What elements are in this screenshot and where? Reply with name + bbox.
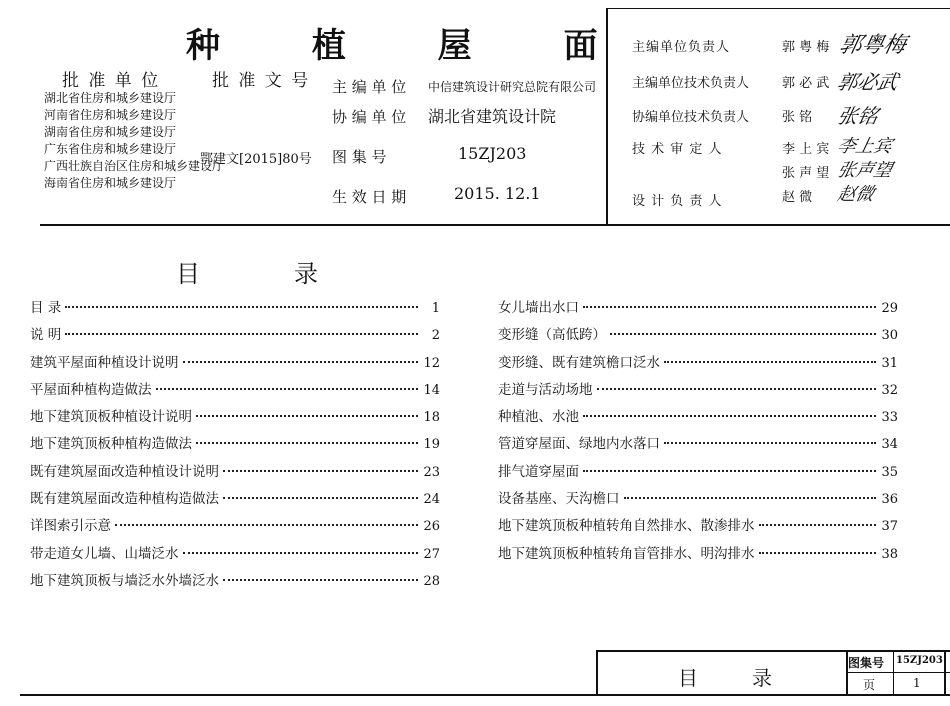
- page-frame-bottom: [20, 694, 950, 696]
- toc-item-page: 14: [423, 382, 440, 398]
- approval-unit: 广西壮族自治区住房和城乡建设厅: [44, 159, 225, 173]
- toc-item[interactable]: [30, 323, 440, 350]
- toc-item[interactable]: [498, 460, 898, 487]
- toc-item-title: 地下建筑顶板与墙泛水外墙泛水: [30, 572, 219, 589]
- toc-item-page: 18: [423, 410, 440, 426]
- responsible-role: 技 术 审 定 人: [632, 142, 723, 157]
- toc-item-page: 26: [423, 519, 440, 535]
- toc-title-left: 目: [176, 260, 200, 288]
- toc-item-page: 2: [431, 328, 440, 344]
- toc-item-title: 目 录: [30, 300, 62, 316]
- toc-item[interactable]: [498, 405, 898, 432]
- signature: 郭粤梅: [836, 33, 909, 58]
- toc-item[interactable]: [498, 487, 898, 514]
- effective-date-value: 2015. 12.1: [454, 184, 541, 203]
- toc-item-title: 设备基座、天沟檐口: [498, 491, 620, 508]
- toc-item[interactable]: [498, 514, 898, 541]
- title-block-name-right: 录: [752, 666, 772, 690]
- toc-item-page: 35: [881, 464, 898, 480]
- toc-item-page: 34: [881, 437, 898, 453]
- approval-unit: 湖南省住房和城乡建设厅: [44, 125, 177, 139]
- toc-item[interactable]: [30, 432, 440, 459]
- editor-value: 中信建筑设计研究总院有限公司: [428, 80, 597, 94]
- signature: 李上宾: [835, 136, 894, 157]
- toc-item-page: 24: [423, 492, 440, 508]
- toc-item-title: 走道与活动场地: [498, 381, 593, 398]
- toc-item-title: 种植池、水池: [498, 409, 579, 426]
- responsible-name: 郭 粤 梅: [782, 40, 830, 55]
- toc-item-title: 建筑平屋面种植设计说明: [30, 354, 179, 371]
- toc-item-title: 地下建筑顶板种植转角自然排水、散渗排水: [498, 518, 755, 535]
- responsible-role: 主编单位负责人: [632, 40, 731, 55]
- title-block-atlas-value: 15ZJ203: [896, 655, 943, 666]
- approval-unit: 广东省住房和城乡建设厅: [44, 142, 177, 156]
- toc-item[interactable]: [498, 323, 898, 350]
- document-title: 种 植 屋 面: [186, 26, 638, 66]
- approval-doc-number: 鄂建文[2015]80号: [200, 152, 312, 167]
- toc-item-title: 说 明: [30, 327, 62, 344]
- toc-item[interactable]: [30, 569, 440, 596]
- toc-item-page: 37: [881, 519, 898, 535]
- page-frame-top: [606, 8, 950, 9]
- toc-item-title: 变形缝、既有建筑檐口泛水: [498, 354, 660, 371]
- toc-item-title: 变形缝（高低跨）: [498, 327, 606, 344]
- responsible-name: 李 上 宾: [782, 142, 830, 157]
- signature: 赵微: [835, 184, 876, 205]
- approval-unit: 海南省住房和城乡建设厅: [44, 176, 177, 190]
- signature: 郭必武: [835, 70, 901, 94]
- toc-item[interactable]: [498, 296, 898, 323]
- toc-right-column: [498, 296, 898, 569]
- editor-label: 主 编 单 位: [332, 78, 407, 96]
- toc-item[interactable]: [30, 542, 440, 569]
- toc-left-column: [30, 296, 440, 596]
- toc-item-page: 27: [423, 546, 440, 562]
- effective-date-label: 生 效 日 期: [332, 188, 407, 206]
- toc-item-title: 女儿墙出水口: [498, 300, 579, 316]
- toc-title-right: 录: [294, 260, 318, 288]
- title-block-name-left: 目: [678, 666, 698, 690]
- atlas-no-label: 图 集 号: [332, 148, 387, 166]
- toc-item-title: 排气道穿屋面: [498, 463, 579, 480]
- toc-item-page: 32: [881, 382, 898, 398]
- responsible-name: 张 声 望: [782, 166, 830, 181]
- toc-item[interactable]: [30, 514, 440, 541]
- toc-item[interactable]: [498, 542, 898, 569]
- toc-item-title: 平屋面种植构造做法: [30, 381, 152, 398]
- atlas-no-value: 15ZJ203: [458, 144, 527, 163]
- signature: 张铭: [835, 104, 881, 128]
- responsible-role: 设 计 负 责 人: [632, 194, 723, 209]
- signature: 张声望: [835, 160, 894, 181]
- title-block-page-value: 1: [913, 676, 921, 690]
- toc-item-page: 36: [881, 492, 898, 508]
- toc-item-page: 33: [881, 410, 898, 426]
- toc-item-title: 详图索引示意: [30, 518, 111, 535]
- toc-item-page: 1: [431, 301, 440, 316]
- toc-item-page: 12: [423, 355, 440, 371]
- toc-item-title: 地下建筑顶板种植设计说明: [30, 409, 192, 426]
- responsible-role: 协编单位技术负责人: [632, 110, 750, 125]
- toc-item-page: 29: [881, 301, 898, 316]
- header-bottom-rule: [40, 224, 950, 226]
- toc-item-title: 带走道女儿墙、山墙泛水: [30, 545, 179, 562]
- approval-unit: 湖北省住房和城乡建设厅: [44, 91, 177, 105]
- approval-doc-label: 批 准 文 号: [212, 71, 311, 91]
- approval-unit-label: 批 准 单 位: [62, 71, 161, 91]
- toc-item-page: 23: [423, 464, 440, 480]
- toc-item[interactable]: [498, 378, 898, 405]
- toc-item[interactable]: [30, 351, 440, 378]
- toc-item[interactable]: [30, 405, 440, 432]
- toc-item-title: 地下建筑顶板种植转角盲管排水、明沟排水: [498, 545, 755, 562]
- toc-item-page: 30: [881, 328, 898, 344]
- co-editor-label: 协 编 单 位: [332, 108, 407, 126]
- toc-item-page: 38: [881, 546, 898, 562]
- approval-unit-list: [44, 90, 224, 192]
- toc-item-page: 19: [423, 437, 440, 453]
- responsible-name: 张 铭: [782, 110, 813, 125]
- toc-item-title: 既有建筑屋面改造种植构造做法: [30, 491, 219, 508]
- title-block-page-label: 页: [863, 678, 876, 692]
- responsible-name: 郭 必 武: [782, 76, 830, 91]
- toc-item-title: 地下建筑顶板种植构造做法: [30, 436, 192, 453]
- toc-item-page: 31: [881, 355, 898, 371]
- toc-item[interactable]: [30, 460, 440, 487]
- toc-item-page: 28: [423, 573, 440, 589]
- toc-item[interactable]: [30, 296, 440, 323]
- co-editor-value: 湖北省建筑设计院: [428, 107, 557, 126]
- toc-item[interactable]: [498, 432, 898, 459]
- responsible-role: 主编单位技术负责人: [632, 76, 750, 91]
- toc-item-title: 既有建筑屋面改造种植设计说明: [30, 463, 219, 480]
- toc-item-title: 管道穿屋面、绿地内水落口: [498, 436, 660, 453]
- responsible-name: 赵 微: [782, 190, 813, 205]
- title-block-atlas-label: 图集号: [848, 656, 885, 670]
- toc-item[interactable]: [30, 378, 440, 405]
- toc-item[interactable]: [498, 351, 898, 378]
- toc-item[interactable]: [30, 487, 440, 514]
- approval-unit: 河南省住房和城乡建设厅: [44, 108, 177, 122]
